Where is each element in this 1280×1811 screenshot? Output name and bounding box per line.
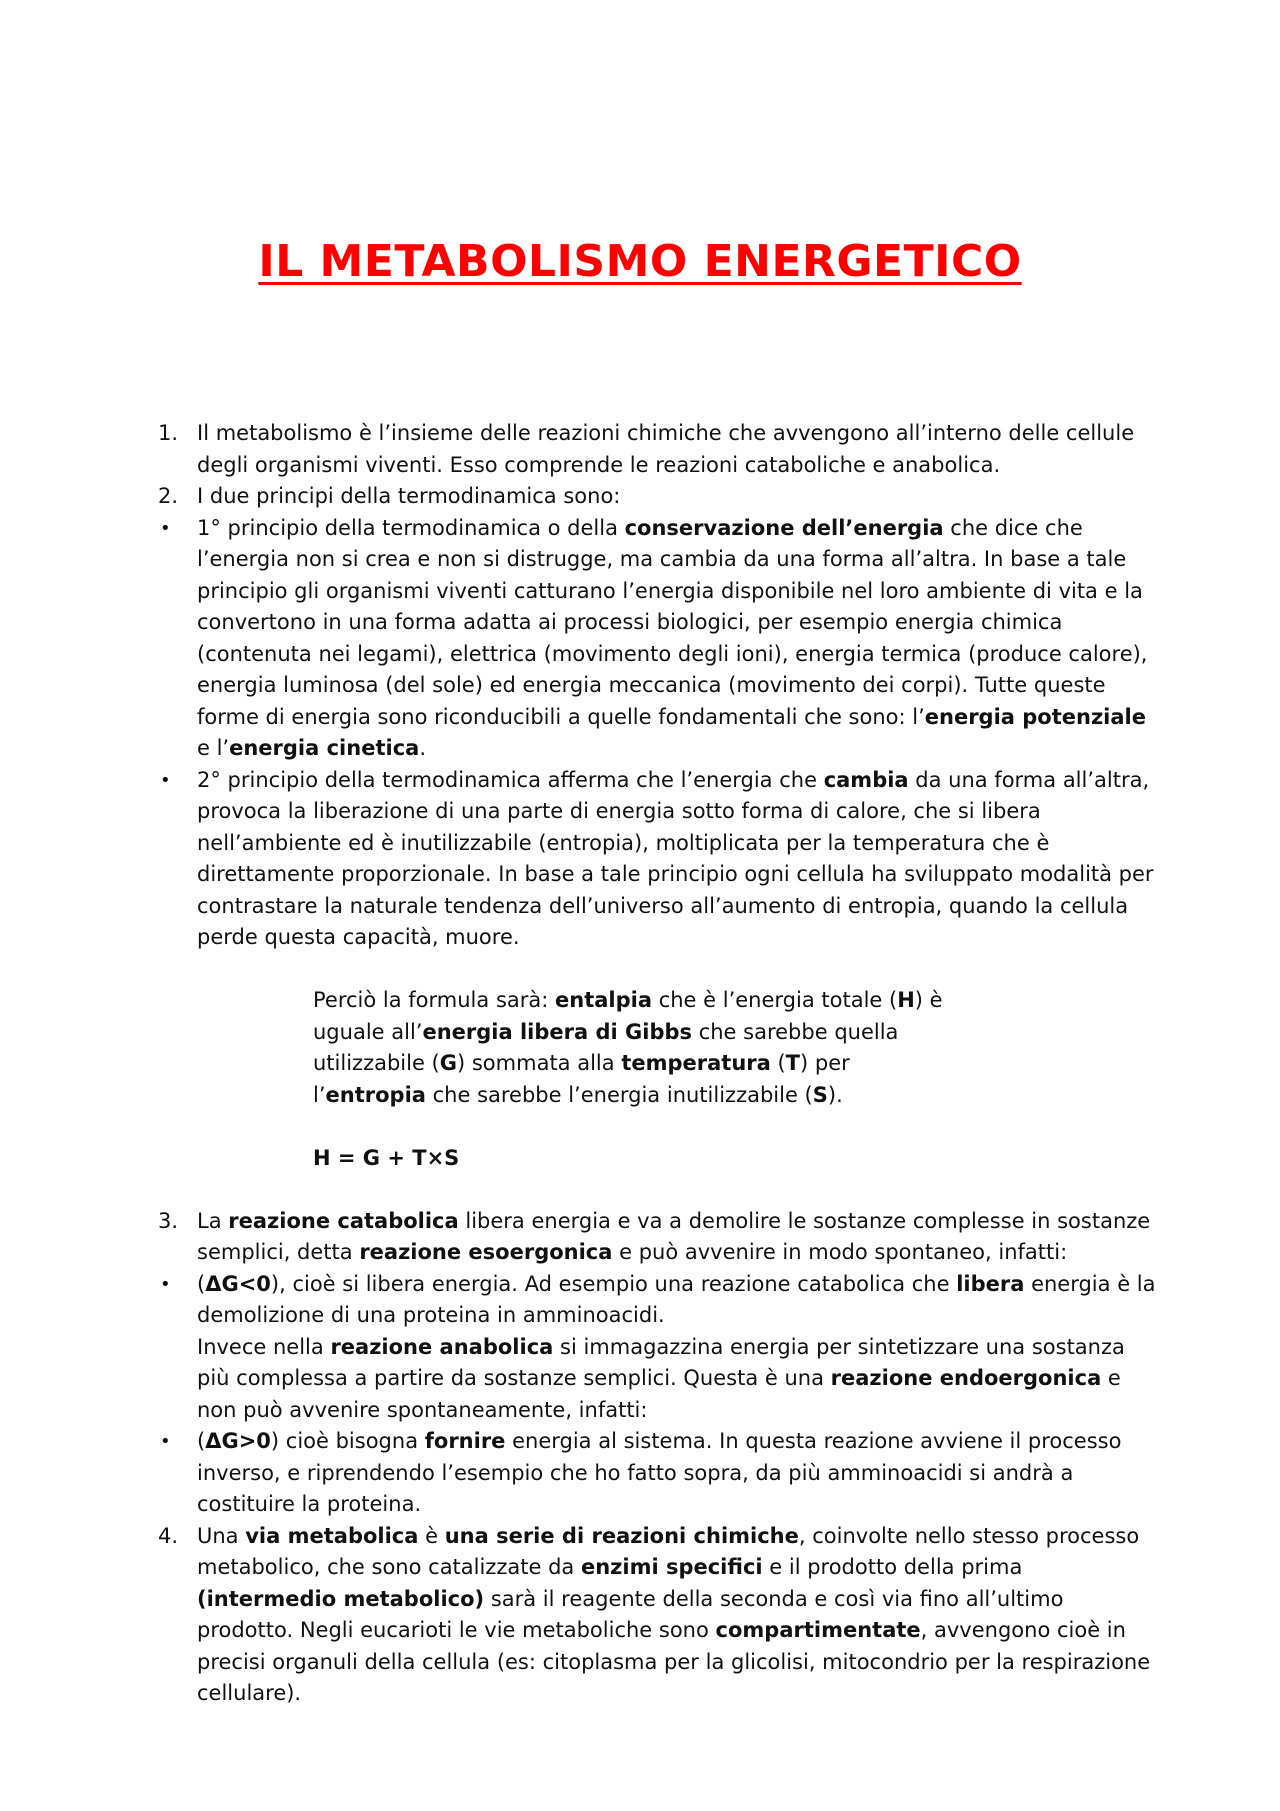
bullet-item-first-principle <box>0 513 1157 765</box>
bold-run: H <box>897 988 915 1012</box>
text-run: si immagazzina energia per sintetizzare una sostanza più complessa a partire da sostanze semplici. Questa è una <box>197 1334 1125 1390</box>
bold-run: S <box>812 1082 828 1107</box>
bold-run: reazione endoergonica <box>830 1366 1102 1390</box>
bold-run: temperatura <box>621 1051 771 1075</box>
bold-run: (intermedio metabolico) <box>197 1586 485 1611</box>
bullet-icon: • <box>160 769 171 791</box>
formula-paragraph <box>0 985 953 1174</box>
bold-run: reazione anabolica <box>330 1334 554 1359</box>
text-run: e non può avvenire spontaneamente, infatti: <box>197 1366 1121 1422</box>
text-run: energia è la demolizione di una proteina in amminoacidi. <box>197 1271 1156 1327</box>
bold-run: entalpia <box>555 988 653 1012</box>
document-body <box>0 418 1280 1710</box>
numbered-item-1 <box>0 418 1157 481</box>
bold-run: energia cinetica <box>229 736 420 760</box>
text-run: ) è uguale all’ <box>313 988 943 1044</box>
list-number: 2. <box>158 484 179 508</box>
text-run: ) sommata alla <box>457 1051 622 1075</box>
bold-run: enzimi specifici <box>580 1555 763 1579</box>
equation <box>313 1143 953 1175</box>
bold-run: fornire <box>424 1429 506 1453</box>
bullet-item-delta-g-positive <box>0 1426 1157 1521</box>
bullet-icon: • <box>160 1273 171 1295</box>
text-run: ( <box>197 1271 206 1296</box>
list-number: 4. <box>158 1523 179 1548</box>
item-text: Il metabolismo è l’insieme delle reazioni chimiche che avvengono all’interno delle cellule degli organismi viventi. Esso comprende le reazioni cataboliche e anabolica. <box>197 421 1135 477</box>
bold-run: energia libera di Gibbs <box>422 1019 693 1044</box>
bold-run: libera <box>956 1271 1025 1296</box>
text-run: ) per l’ <box>313 1051 850 1107</box>
bullet-icon: • <box>160 517 171 539</box>
text-run: , coinvolte nello stesso processo metabolico, che sono catalizzate da <box>197 1523 1140 1579</box>
text-run: Una <box>197 1523 246 1548</box>
text-run: e l’ <box>197 736 230 760</box>
spacer <box>313 1111 953 1143</box>
bold-run: ΔG<0 <box>205 1271 271 1296</box>
text-run: e può avvenire in modo spontaneo, infatti: <box>612 1240 1068 1264</box>
text-run: energia al sistema. In questa reazione avviene il processo inverso, e riprendendo l’esempio che ho fatto sopra, da più amminoacidi si andrà a costituire la proteina. <box>197 1429 1122 1516</box>
bold-run: T <box>785 1051 800 1075</box>
list-number: 1. <box>158 421 179 445</box>
text-run: che sarebbe l’energia inutilizzabile ( <box>425 1082 813 1107</box>
numbered-item-2 <box>0 481 1157 513</box>
bullet-item-second-principle <box>0 765 1157 954</box>
text-run: 2° principio della termodinamica afferma che l’energia che <box>197 767 824 792</box>
bold-run: entropia <box>325 1082 426 1107</box>
bold-run: reazione esoergonica <box>359 1240 613 1264</box>
numbered-item-3 <box>0 1206 1157 1269</box>
bold-run: via metabolica <box>245 1523 419 1548</box>
bold-run: G <box>439 1051 457 1075</box>
bullet-icon: • <box>160 1431 171 1452</box>
bold-run: energia potenziale <box>924 704 1146 729</box>
text-run: La <box>197 1208 229 1233</box>
bold-run: ΔG>0 <box>205 1429 271 1453</box>
spacer <box>0 1174 1280 1206</box>
bold-run: compartimentate <box>715 1618 921 1642</box>
text-run: è <box>418 1523 445 1548</box>
text-run: ) cioè bisogna <box>270 1429 425 1453</box>
text-run: Invece nella <box>197 1334 331 1359</box>
text-run: , avvengono cioè in precisi organuli della cellula (es: citoplasma per la glicolisi, mitocondrio per la respirazione cellulare). <box>197 1618 1151 1705</box>
text-run: ( <box>197 1429 206 1453</box>
text-run: ), cioè si libera energia. Ad esempio una reazione catabolica che <box>270 1271 957 1296</box>
item-text: I due principi della termodinamica sono: <box>197 484 621 508</box>
text-run: libera energia e va a demolire le sostanze complesse in sostanze semplici, detta <box>197 1208 1151 1264</box>
list-number: 3. <box>158 1208 179 1233</box>
text-run: che sarebbe quella utilizzabile ( <box>313 1019 899 1075</box>
numbered-item-4 <box>0 1521 1157 1710</box>
text-run: ( <box>770 1051 786 1075</box>
bold-run: cambia <box>823 767 909 792</box>
text-run: . <box>419 736 426 760</box>
bold-run: una serie di reazioni chimiche <box>444 1523 799 1548</box>
text-run: e il prodotto della prima <box>762 1555 1023 1579</box>
bold-run: conservazione dell’energia <box>624 515 944 540</box>
anabolic-paragraph <box>197 1332 1157 1427</box>
equation-text: H = G + T×S <box>313 1145 460 1170</box>
text-run: sarà il reagente della seconda e così via fino all’ultimo prodotto. Negli eucarioti le vie metaboliche sono <box>197 1586 1064 1642</box>
text-run: che dice che l’energia non si crea e non si distrugge, ma cambia da una forma all’altra. In base a tale principio gli organismi viventi catturano l’energia disponibile nel loro ambiente di vita e la convertono in una forma adatta ai processi biologici, per esempio energia chimica (contenuta nei legami), elettrica (movimento degli ioni), energia termica (produce calore), energia luminosa (del sole) ed energia meccanica (movimento dei corpi). Tutte queste forme di energia sono riconducibili a quelle fondamentali che sono: l’ <box>197 515 1148 729</box>
text-run: ). <box>827 1082 843 1107</box>
text-run: 1° principio della termodinamica o della <box>197 515 625 540</box>
text-run: da una forma all’altra, provoca la liberazione di una parte di energia sotto forma di calore, che si libera nell’ambiente ed è inutilizzabile (entropia), moltiplicata per la temperatura che è direttamente proporzionale. In base a tale principio ogni cellula ha sviluppato modalità per contrastare la naturale tendenza dell’universo all’aumento di entropia, quando la cellula perde questa capacità, muore. <box>197 767 1154 949</box>
text-run: che è l’energia totale ( <box>652 988 898 1012</box>
bold-run: reazione catabolica <box>228 1208 459 1233</box>
text-run: Perciò la formula sarà: <box>313 988 556 1012</box>
document-title: IL METABOLISMO ENERGETICO <box>258 236 1022 287</box>
bullet-item-delta-g-negative <box>0 1269 1157 1427</box>
